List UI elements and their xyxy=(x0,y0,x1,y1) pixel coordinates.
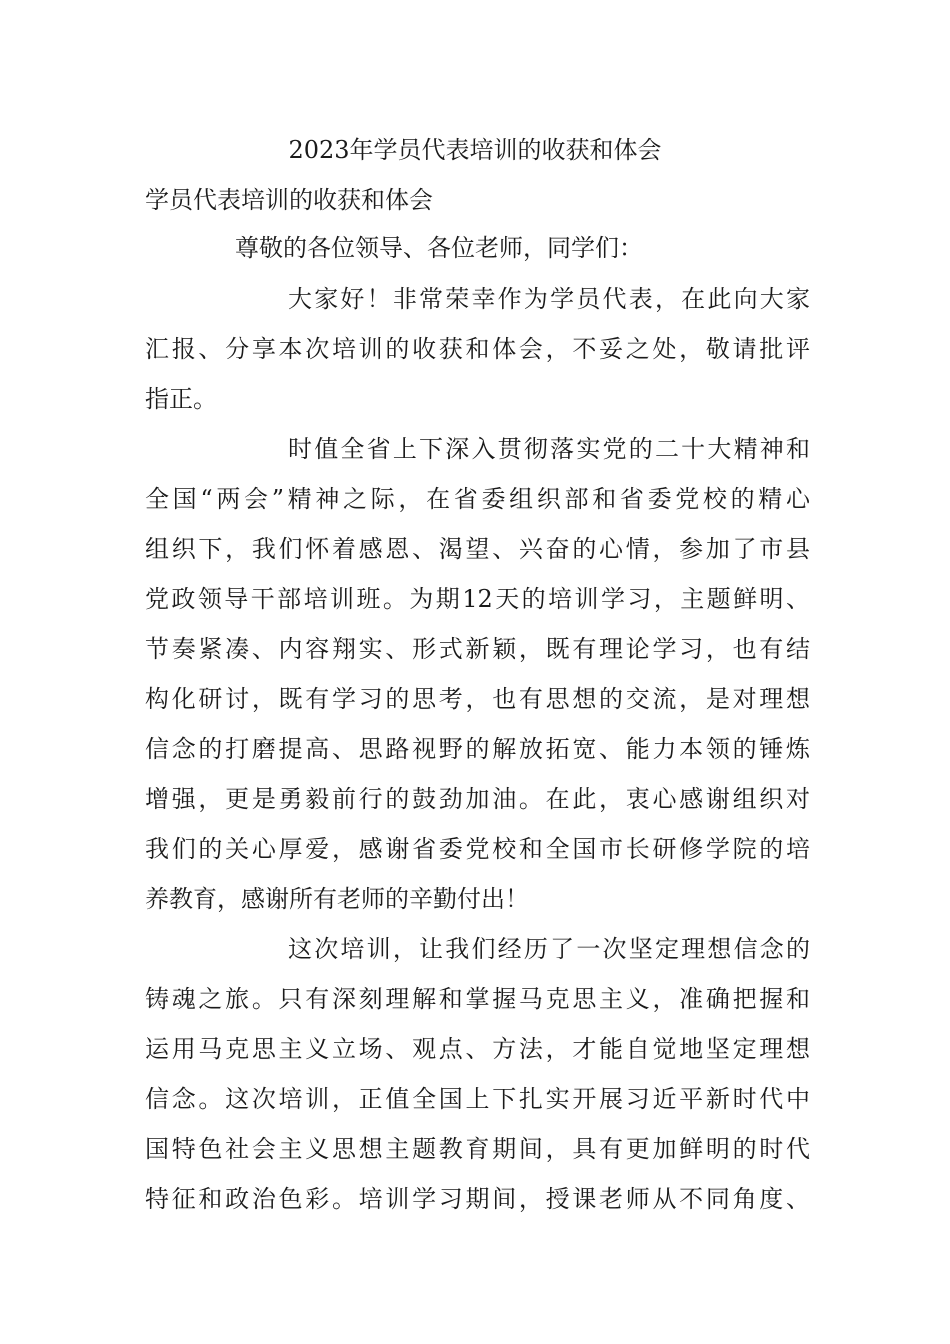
paragraph-line: 指正。 xyxy=(145,385,217,413)
salutation: 尊敬的各位领导、各位老师，同学们： xyxy=(235,234,643,262)
paragraph-line: 养教育，感谢所有老师的辛勤付出！ xyxy=(145,885,529,913)
document-title: 2023年学员代表培训的收获和体会 xyxy=(288,136,662,164)
paragraph-line: 国特色社会主义思想主题教育期间，具有更加鲜明的时代 xyxy=(145,1135,810,1163)
paragraph-background xyxy=(145,424,810,924)
paragraph-line: 时值全省上下深入贯彻落实党的二十大精神和 xyxy=(288,435,810,463)
paragraph-line: 铸魂之旅。只有深刻理解和掌握马克思主义，准确把握和 xyxy=(145,985,810,1013)
paragraph-line: 全国“两会”精神之际，在省委组织部和省委党校的精心 xyxy=(145,485,810,513)
paragraph-line: 我们的关心厚爱，感谢省委党校和全国市长研修学院的培 xyxy=(145,835,810,863)
paragraph-line: 大家好！非常荣幸作为学员代表，在此向大家 xyxy=(288,285,810,313)
paragraph-line: 这次培训，让我们经历了一次坚定理想信念的 xyxy=(288,935,810,963)
paragraph-line: 节奏紧凑、内容翔实、形式新颖，既有理论学习，也有结 xyxy=(145,635,810,663)
paragraph-line: 汇报、分享本次培训的收获和体会，不妥之处，敬请批评 xyxy=(145,335,810,363)
paragraph-line: 特征和政治色彩。培训学习期间，授课老师从不同角度、 xyxy=(145,1185,810,1213)
document-subtitle: 学员代表培训的收获和体会 xyxy=(145,186,433,214)
paragraph-line: 运用马克思主义立场、观点、方法，才能自觉地坚定理想 xyxy=(145,1035,810,1063)
paragraph-line: 信念的打磨提高、思路视野的解放拓宽、能力本领的锤炼 xyxy=(145,735,810,763)
paragraph-line: 增强，更是勇毅前行的鼓劲加油。在此，衷心感谢组织对 xyxy=(145,785,810,813)
paragraph-line: 党政领导干部培训班。为期12天的培训学习，主题鲜明、 xyxy=(145,585,810,613)
paragraph-line: 构化研讨，既有学习的思考，也有思想的交流，是对理想 xyxy=(145,685,810,713)
paragraph-greeting xyxy=(145,274,810,424)
paragraph-line: 信念。这次培训，正值全国上下扎实开展习近平新时代中 xyxy=(145,1085,810,1113)
paragraph-ideals xyxy=(145,924,810,1224)
paragraph-line: 组织下，我们怀着感恩、渴望、兴奋的心情，参加了市县 xyxy=(145,535,810,563)
